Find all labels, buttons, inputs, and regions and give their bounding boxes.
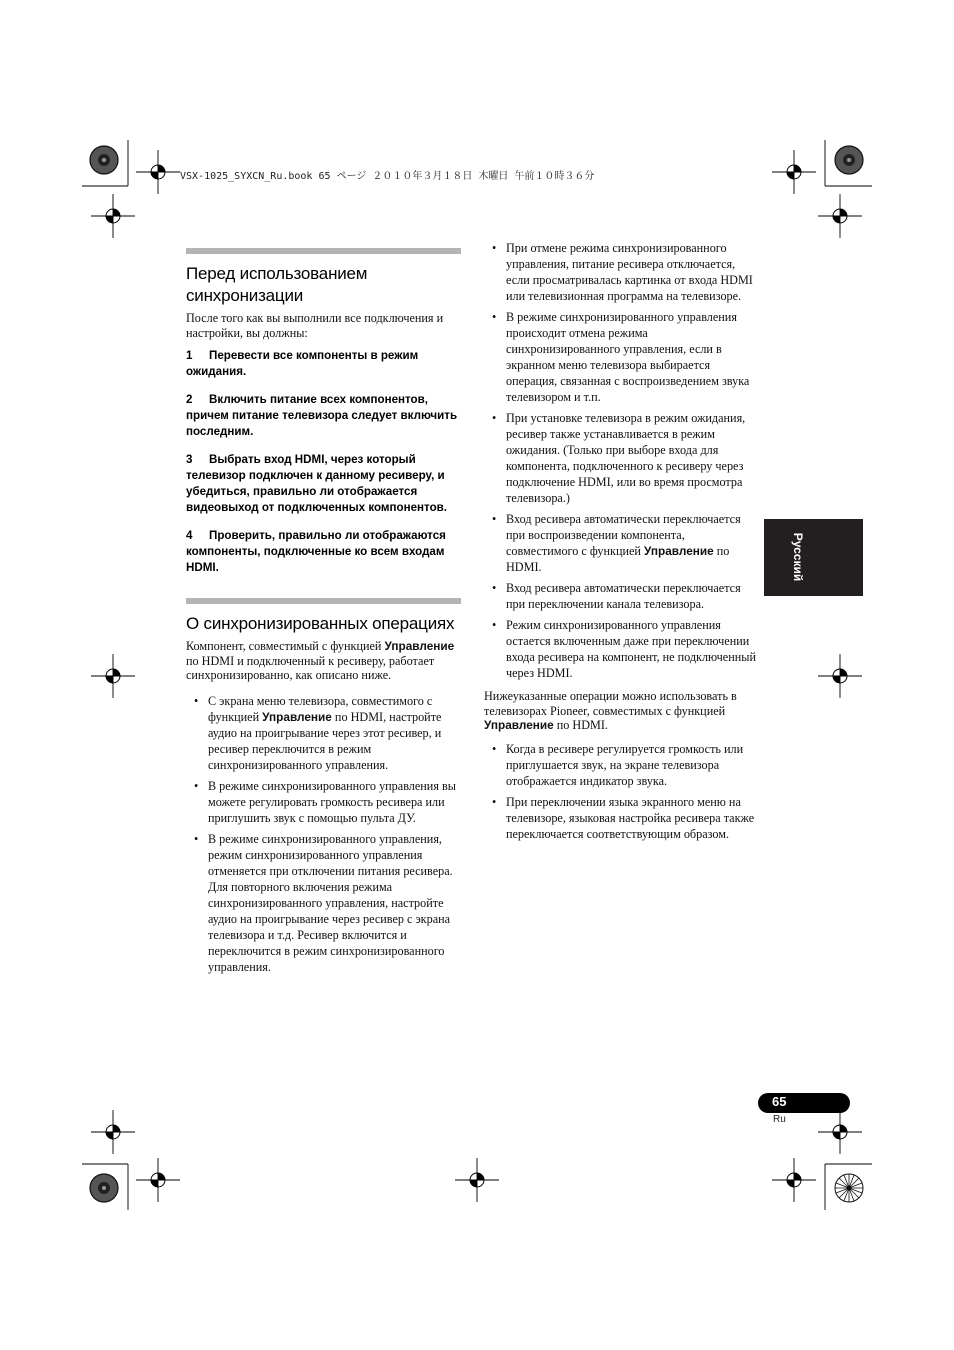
right-column <box>484 240 756 847</box>
page-language: Ru <box>773 1114 786 1125</box>
section-rule <box>186 598 461 604</box>
page-number-badge <box>758 1093 850 1113</box>
step-4: 4 Проверить, правильно ли отображаются компоненты, подключенные ко всем входам HDMI. <box>186 529 446 575</box>
step-3: 3 Выбрать вход HDMI, через который телевизор подключен к данному ресиверу, и убедиться, правильно ли отображается видеовыход от подключенных компонентов. <box>186 453 447 515</box>
section-intro: После того как вы выполнили все подключения и настройки, вы должны: <box>186 311 444 340</box>
list-item: • В режиме синхронизированного управления происходит отмена режима синхронизированного управления, если в экранном меню телевизора выбирается операция, связанная с воспроизведением звука телевизором и т.п. <box>492 310 750 404</box>
list-item: • С экрана меню телевизора, совместимого с функцией Управление по HDMI, настройте аудио на проигрывание через этот ресивер, и ресивер переключится в режим синхронизированного управления. <box>194 693 442 772</box>
list-item: • Вход ресивера автоматически переключается при воспроизведении компонента, совместимого с функцией Управление по HDMI. <box>492 512 741 574</box>
step-1: 1 Перевести все компоненты в режим ожидания. <box>186 349 419 379</box>
list-item: • Вход ресивера автоматически переключается при переключении канала телевизора. <box>492 581 741 611</box>
list-item: • В режиме синхронизированного управления, режим синхронизированного управления отменяется при отключении питания ресивера. Для повторного включения режима синхронизированного управления, настройте аудио на проигрывание через ресивер с экрана телевизора и т.д. Ресивер включится и переключится в режим синхронизированного управления. <box>194 831 453 974</box>
bullet-list <box>484 741 756 842</box>
list-item: • При отмене режима синхронизированного управления, питание ресивера отключается, если просматривалась картинка от входа HDMI или телевизионная программа на телевизоре. <box>492 241 753 303</box>
bullet-list <box>484 240 756 681</box>
section-rule <box>186 248 461 254</box>
list-item: • Режим синхронизированного управления остается включенным даже при переключении входа ресивера на компонент, не подключенный через HDMI. <box>492 618 756 680</box>
list-item: • Когда в ресивере регулируется громкость или приглушается звук, на экране телевизора отображается индикатор звука. <box>492 741 744 788</box>
list-item: • При установке телевизора в режим ожидания, ресивер также устанавливается в режим ожидания. (Только при выборе входа для компонента, подключенного к ресиверу через подключение HDMI, или во время просмотра телевизора.) <box>492 411 746 505</box>
list-item: • При переключении языка экранного меню на телевизоре, языковая настройка ресивера также переключается соответствующим образом. <box>492 794 755 841</box>
left-column <box>186 248 461 980</box>
language-tab <box>764 519 863 596</box>
bullet-list <box>186 693 461 975</box>
section-heading-before-sync: Перед использованием синхронизации <box>186 264 368 305</box>
section-intro: Компонент, совместимый с функцией Управление по HDMI и подключенный к ресиверу, работает синхронизированно, как описано ниже. <box>186 639 455 683</box>
pioneer-paragraph: Нижеуказанные операции можно использовать в телевизорах Pioneer, совместимых с функцией Управление по HDMI. <box>484 689 737 733</box>
section-heading-sync-ops: О синхронизированных операциях <box>186 614 455 634</box>
list-item: • В режиме синхронизированного управления вы можете регулировать громкость ресивера или приглушить звук с помощью пульта ДУ. <box>194 778 456 825</box>
step-2: 2 Включить питание всех компонентов, причем питание телевизора следует включить последним. <box>186 393 458 439</box>
language-tab-label: Русский <box>791 532 805 582</box>
print-header: VSX-1025_SYXCN_Ru.book 65 ページ ２０１０年３月１８日 木曜日 午前１０時３６分 <box>180 171 595 182</box>
page-number: 65 <box>772 1094 787 1109</box>
